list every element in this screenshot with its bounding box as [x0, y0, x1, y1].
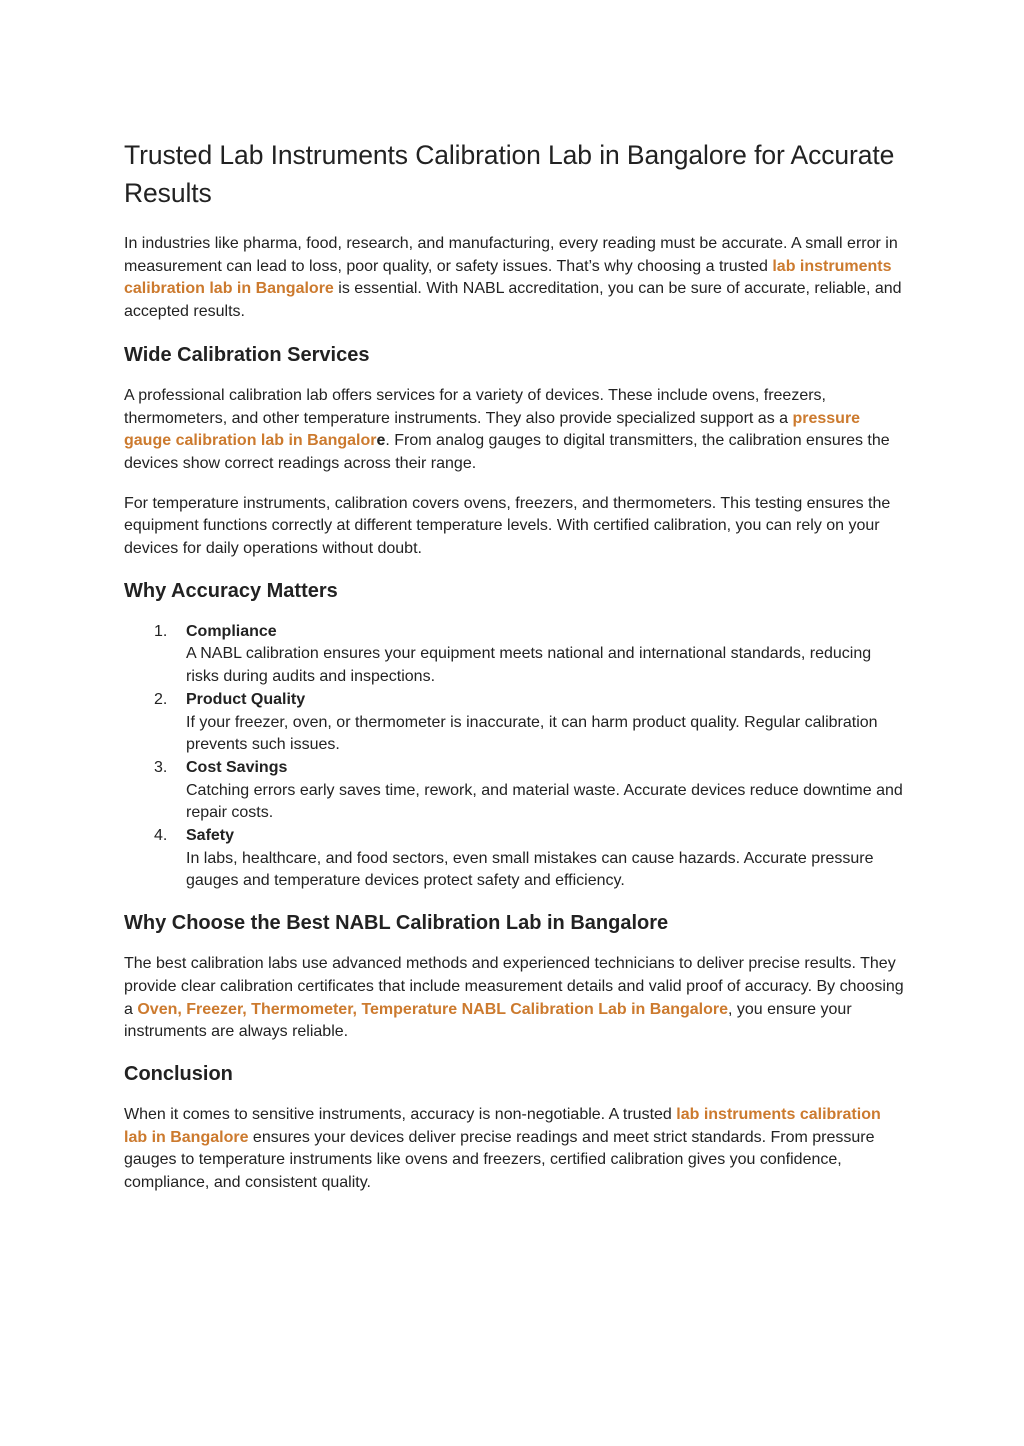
oven-freezer-thermometer-nabl-link[interactable]: Oven, Freezer, Thermometer, Temperature NABL Calibration Lab in Bangalore [137, 1000, 729, 1018]
list-item-product-quality [124, 689, 906, 757]
paragraph-text-after: ensures your devices deliver precise readings and meet strict standards. From pressure gauges to temperature instruments like ovens and freezers, certified calibration gives you confidence, compliance, and consistent quality. [124, 1128, 875, 1192]
section-heading-conclusion: Conclusion [124, 1062, 233, 1085]
wide-calibration-paragraph-2: For temperature instruments, calibration covers ovens, freezers, and thermometers. This testing ensures the equipment functions correctly at different temperature levels. With certified calibration, you can rely on your devices for daily operations without doubt. [124, 494, 891, 558]
wide-calibration-paragraph-1 [124, 385, 906, 476]
list-number: 1. [154, 622, 168, 640]
lab-instruments-calibration-link[interactable]: lab instruments calibration lab in Bangalore [124, 257, 892, 298]
list-item-title: Safety [186, 827, 235, 845]
pressure-gauge-calibration-link[interactable]: pressure gauge calibration lab in Bangalor [124, 409, 861, 450]
list-item-compliance [124, 621, 906, 689]
accuracy-reasons-list [124, 621, 906, 893]
list-number: 4. [154, 827, 168, 845]
paragraph-text-before: The best calibration labs use advanced methods and experienced technicians to deliver precise results. They provide clear calibration certificates that include measurement details and valid proof of accuracy. By choosing a [124, 955, 904, 1018]
conclusion-paragraph [124, 1104, 906, 1195]
section-heading-why-choose-nabl-lab: Why Choose the Best NABL Calibration Lab in Bangalore [124, 912, 669, 935]
section-heading-why-accuracy-matters: Why Accuracy Matters [124, 579, 338, 602]
list-item-description: A NABL calibration ensures your equipment meets national and international standards, reducing risks during audits and inspections. [186, 645, 872, 686]
paragraph-text-after: , you ensure your instruments are always reliable. [124, 1000, 852, 1041]
list-item-description: If your freezer, oven, or thermometer is inaccurate, it can harm product quality. Regular calibration prevents such issues. [186, 713, 878, 754]
document-page [124, 136, 906, 1212]
lab-instruments-calibration-link-conclusion[interactable]: lab instruments calibration lab in Bangalore [124, 1105, 881, 1146]
list-item-cost-savings [124, 757, 906, 825]
list-number: 3. [154, 758, 168, 776]
list-item-safety [124, 825, 906, 893]
intro-paragraph [124, 233, 906, 324]
paragraph-text-before: When it comes to sensitive instruments, accuracy is non-negotiable. A trusted [124, 1105, 677, 1123]
list-item-title: Product Quality [186, 690, 306, 708]
list-number: 2. [154, 690, 168, 708]
section-heading-wide-calibration-services: Wide Calibration Services [124, 343, 370, 366]
list-item-title: Cost Savings [186, 758, 288, 776]
list-item-description: In labs, healthcare, and food sectors, even small mistakes can cause hazards. Accurate pressure gauges and temperature devices protect safety and efficiency. [186, 849, 874, 890]
list-item-title: Compliance [186, 622, 277, 640]
paragraph-text-after: . From analog gauges to digital transmitters, the calibration ensures the devices show correct readings across their range. [124, 432, 890, 472]
bold-tail-letter: e [376, 432, 386, 450]
paragraph-text-before: A professional calibration lab offers services for a variety of devices. These include ovens, freezers, thermometers, and other temperature instruments. They also provide specialized support as a [124, 386, 826, 427]
list-item-description: Catching errors early saves time, rework, and material waste. Accurate devices reduce downtime and repair costs. [186, 781, 903, 822]
why-choose-paragraph [124, 953, 906, 1044]
page-title: Trusted Lab Instruments Calibration Lab in Bangalore for Accurate Results [124, 140, 895, 208]
intro-text-after: is essential. With NABL accreditation, you can be sure of accurate, reliable, and accepted results. [124, 280, 902, 321]
intro-text-before: In industries like pharma, food, research, and manufacturing, every reading must be accurate. A small error in measurement can lead to loss, poor quality, or safety issues. That’s why choosing a trusted [124, 235, 898, 275]
